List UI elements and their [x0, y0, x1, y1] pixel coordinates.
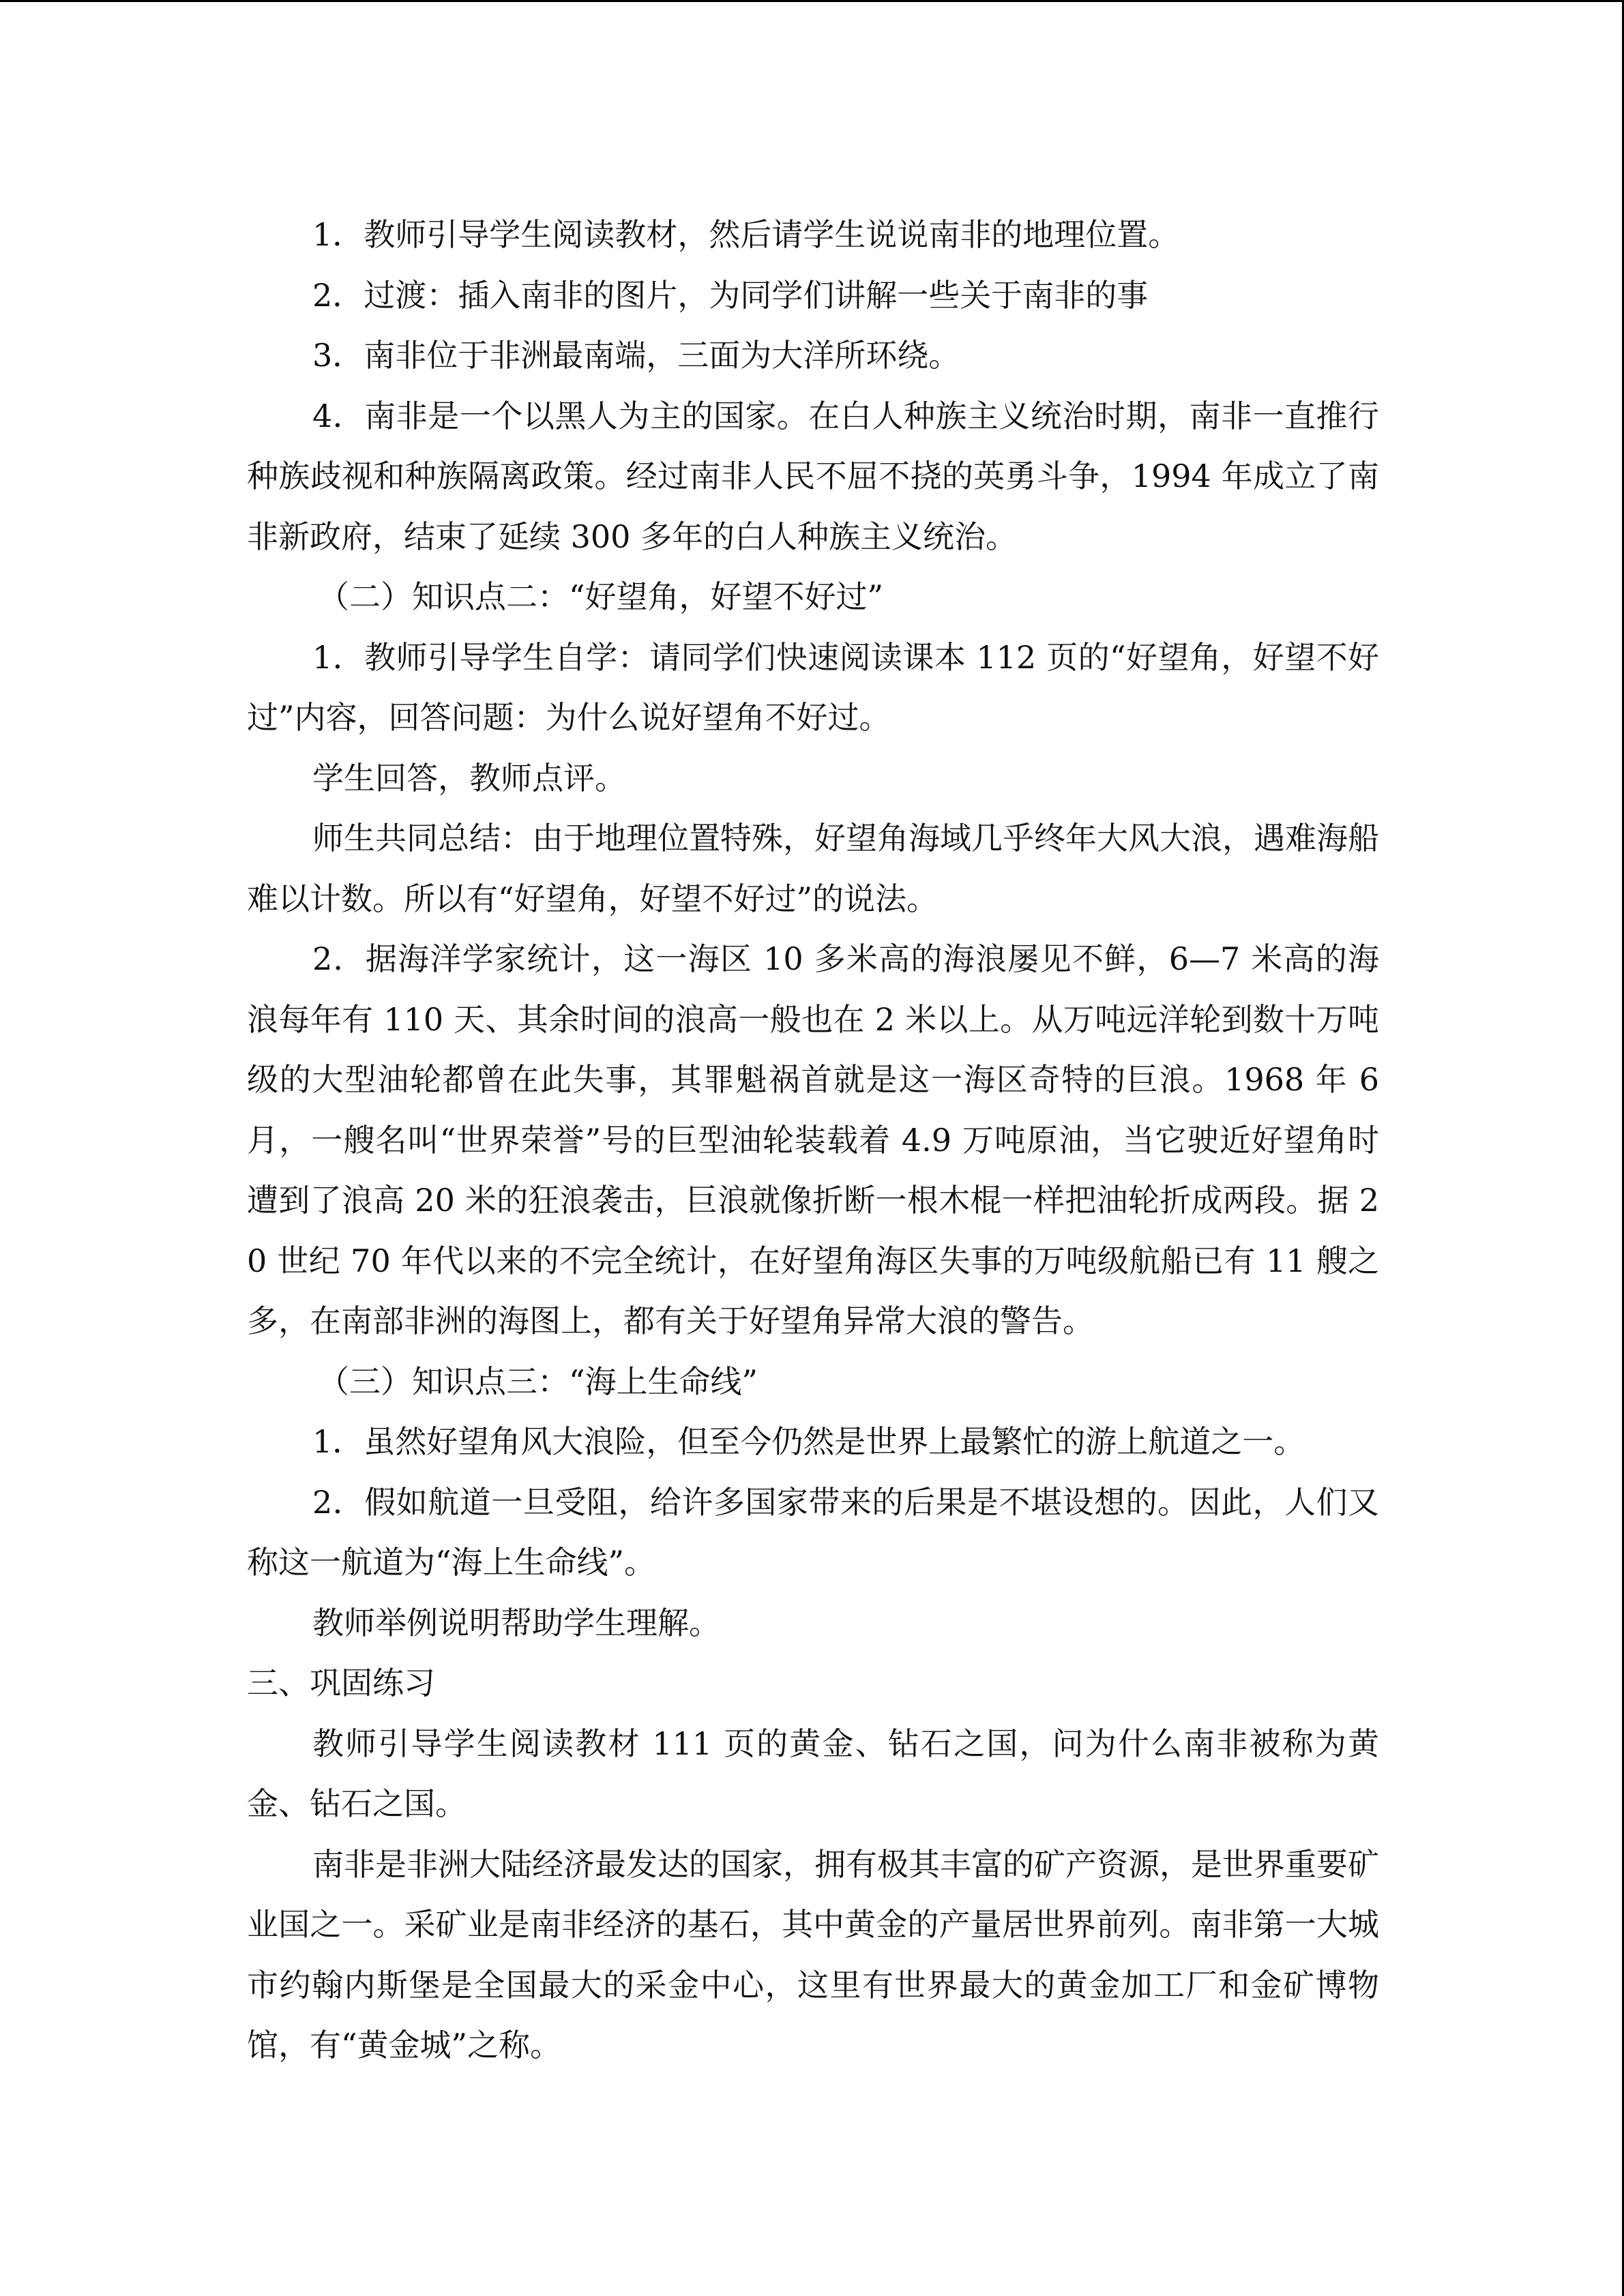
page-top-border [0, 0, 1624, 2]
document-body [247, 205, 1379, 2076]
paragraph-wave-statistics: 2．据海洋学家统计，这一海区 10 多米高的海浪屡见不鲜，6—7 米高的海浪每年有 110 天、其余时间的浪高一般也在 2 米以上。从万吨远洋轮到数十万吨级的大型油轮都曾在此失事，其罪魁祸首就是这一海区奇特的巨浪。1968 年 6 月，一艘名叫“世界荣誉”号的巨型油轮装载着 4.9 万吨原油，当它驶近好望角时遭到了浪高 20 米的狂浪袭击，巨浪就像折断一根木棍一样把油轮折成两段。据 20 世纪 70 年代以来的不完全统计，在好望角海区失事的万吨级航船已有 11 艘之多，在南部非洲的海图上，都有关于好望角异常大浪的警告。 [247, 940, 1379, 1339]
paragraph-gold-diamond-answer: 南非是非洲大陆经济最发达的国家，拥有极其丰富的矿产资源，是世界重要矿业国之一。采矿业是南非经济的基石，其中黄金的产量居世界前列。南非第一大城市约翰内斯堡是全国最大的采金中心，这里有世界最大的黄金加工厂和金矿博物馆，有“黄金城”之称。 [247, 1845, 1379, 2063]
paragraph-summary: 师生共同总结：由于地理位置特殊，好望角海域几乎终年大风大浪，遇难海船难以计数。所以有“好望角，好望不好过”的说法。 [247, 820, 1379, 917]
paragraph-geo-location: 1．教师引导学生阅读教材，然后请学生说说南非的地理位置。 [312, 216, 1180, 253]
paragraph-transition: 2．过渡：插入南非的图片，为同学们讲解一些关于南非的事 [312, 276, 1149, 314]
paragraph-lifeline: 2．假如航道一旦受阻，给许多国家带来的后果是不堪设想的。因此，人们又称这一航道为“海上生命线”。 [247, 1483, 1379, 1581]
paragraph-teacher-example: 教师举例说明帮助学生理解。 [312, 1604, 720, 1641]
paragraph-student-answer: 学生回答，教师点评。 [312, 759, 626, 796]
section-heading-knowledge-2: （二）知识点二：“好望角，好望不好过” [318, 578, 884, 615]
paragraph-history: 4．南非是一个以黑人为主的国家。在白人种族主义统治时期，南非一直推行种族歧视和种族隔离政策。经过南非人民不屈不挠的英勇斗争，1994 年成立了南非新政府，结束了延续 300 多年的白人种族主义统治。 [247, 397, 1379, 555]
section-heading-practice: 三、巩固练习 [247, 1665, 435, 1701]
section-heading-knowledge-3: （三）知识点三：“海上生命线” [318, 1362, 758, 1400]
paragraph-self-study: 1．教师引导学生自学：请同学们快速阅读课本 112 页的“好望角，好望不好过”内容，回答问题：为什么说好望角不好过。 [247, 638, 1379, 736]
paragraph-gold-diamond-question: 教师引导学生阅读教材 111 页的黄金、钻石之国，问为什么南非被称为黄金、钻石之国。 [247, 1725, 1379, 1822]
paragraph-location-fact: 3．南非位于非洲最南端，三面为大洋所环绕。 [312, 337, 960, 374]
paragraph-busy-route: 1．虽然好望角风大浪险，但至今仍然是世界上最繁忙的游上航道之一。 [312, 1423, 1305, 1460]
